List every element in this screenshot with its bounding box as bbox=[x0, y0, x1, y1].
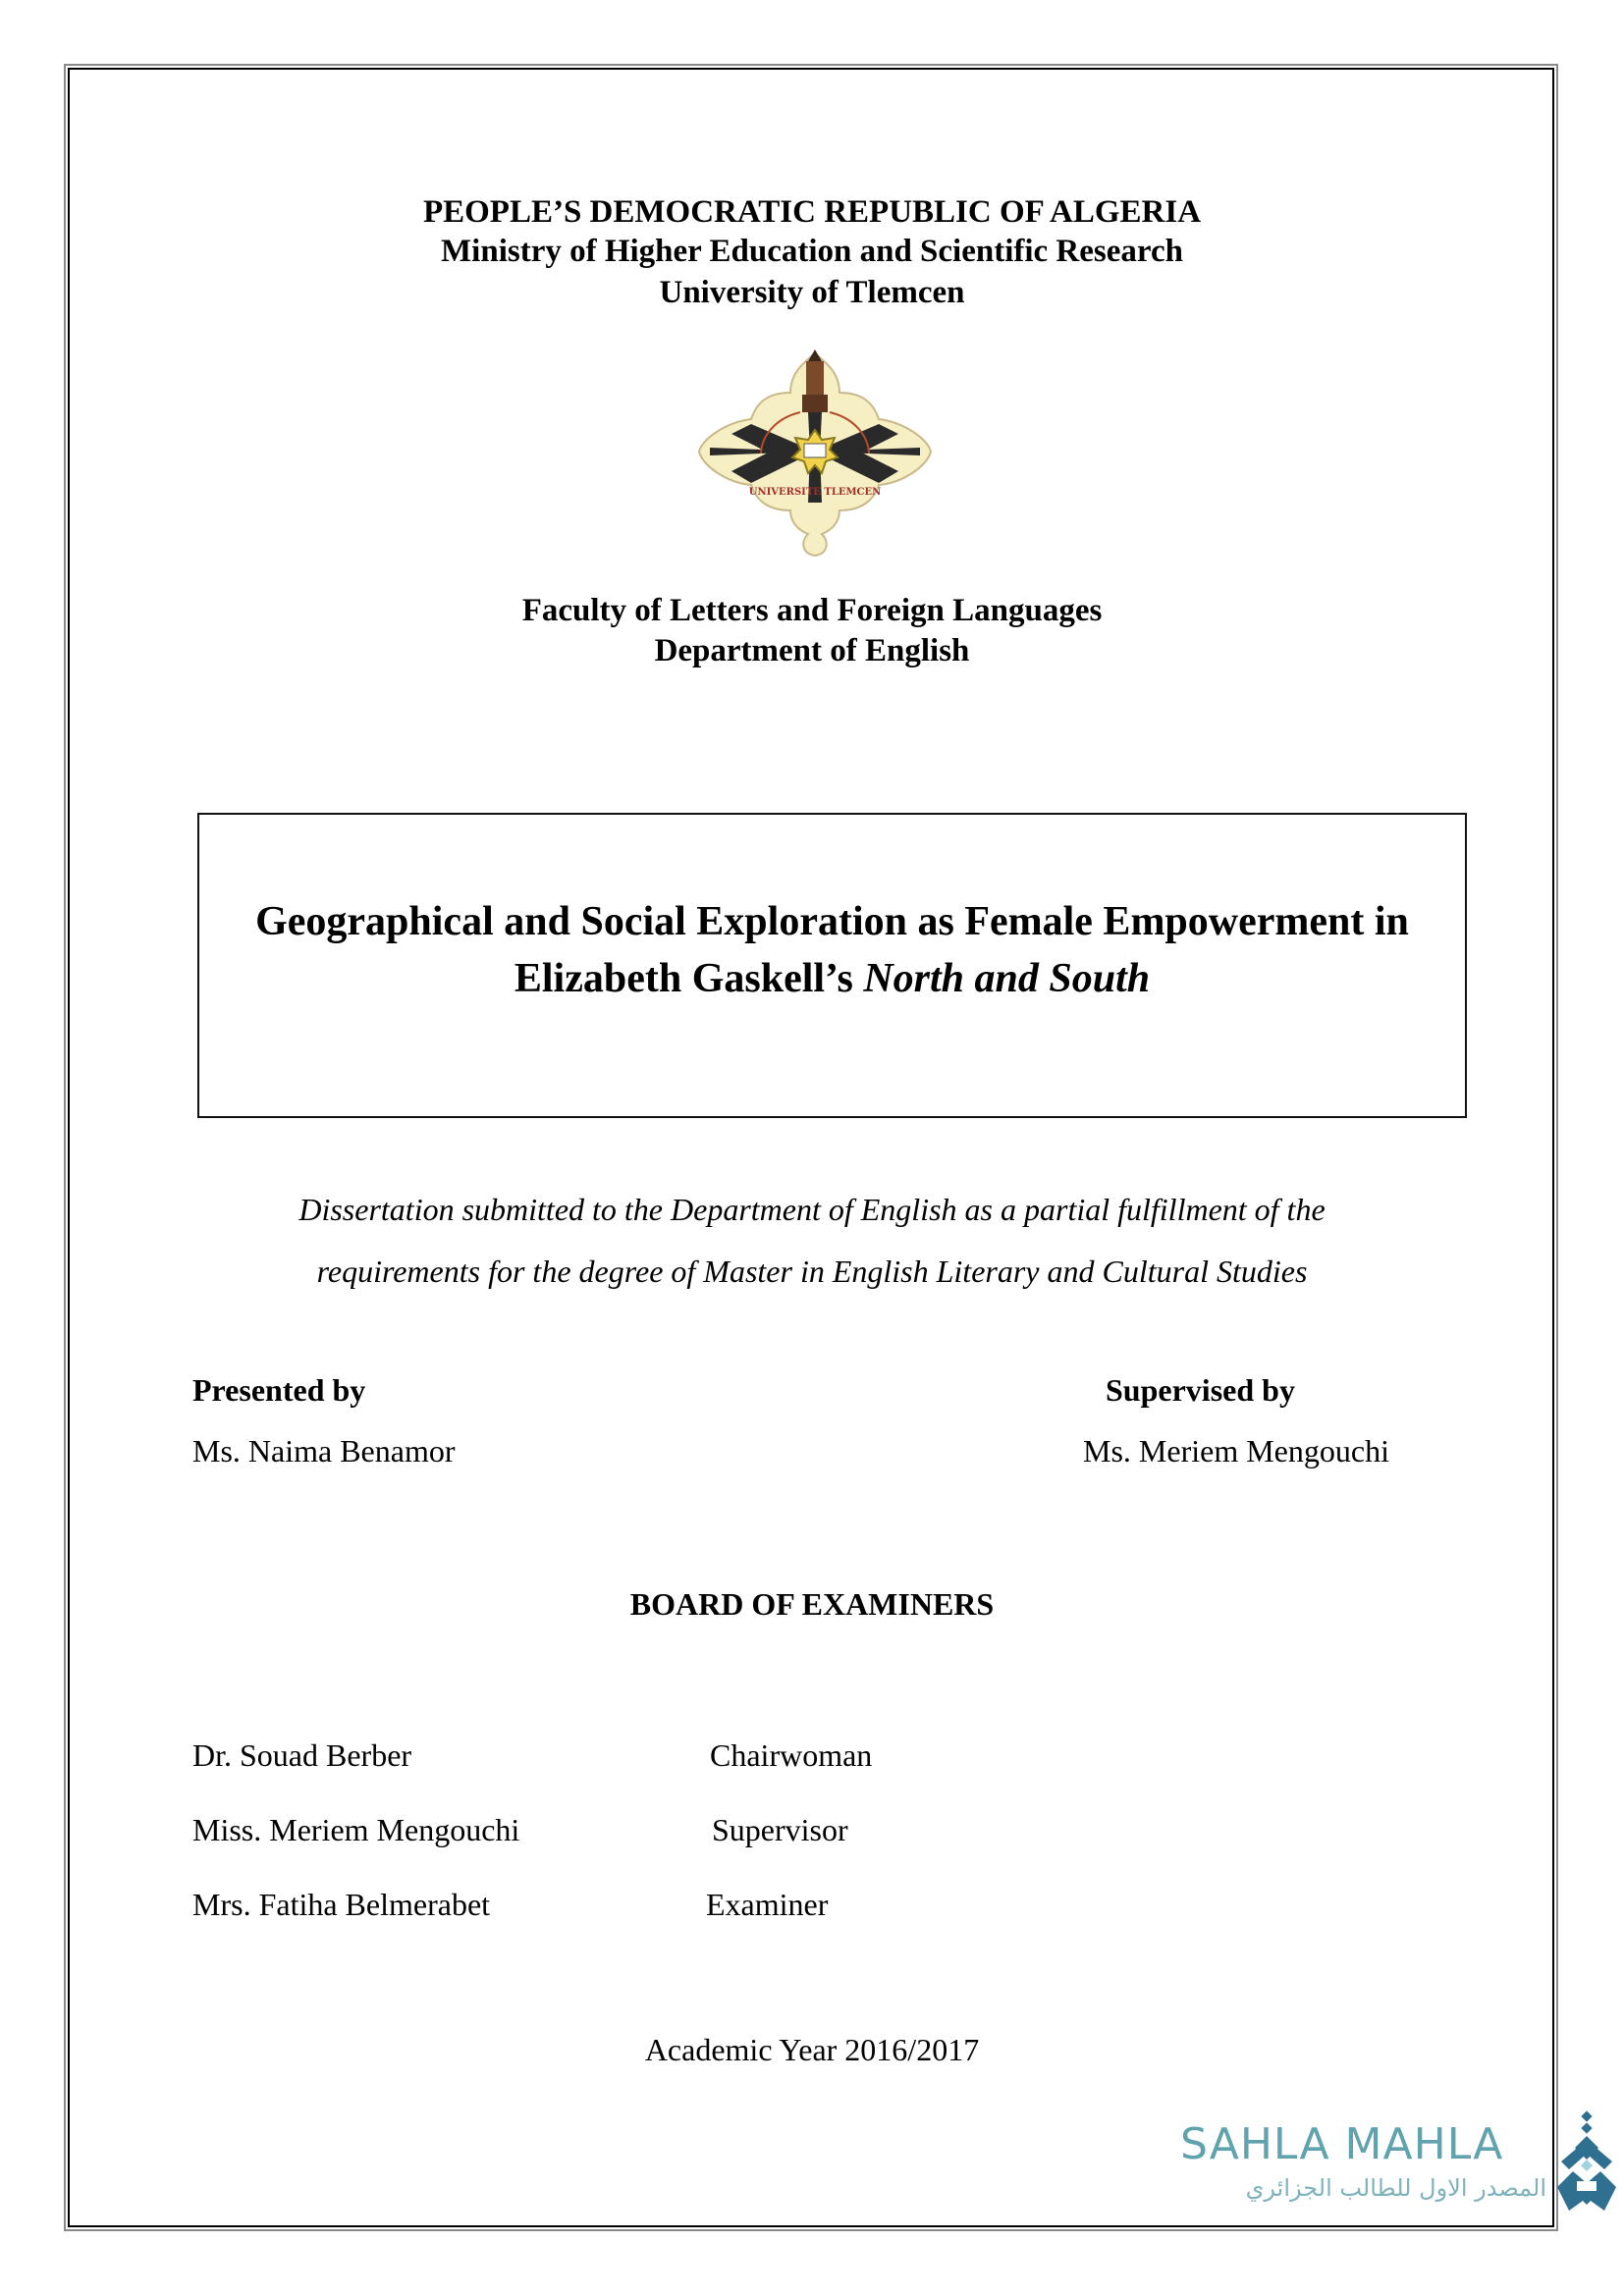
examiner-name: Mrs. Fatiha Belmerabet bbox=[192, 1887, 491, 1922]
dissertation-statement-line1: Dissertation submitted to the Department of English as a partial fulfillment of the bbox=[298, 1192, 1326, 1227]
sahla-mahla-calligraphy-icon bbox=[1553, 2110, 1622, 2218]
faculty-heading: Faculty of Letters and Foreign Languages bbox=[521, 593, 1103, 628]
supervised-by-label: Supervised by bbox=[1106, 1372, 1295, 1408]
country-heading: PEOPLE’S DEMOCRATIC REPUBLIC OF ALGERIA bbox=[422, 194, 1202, 230]
university-tlemcen-emblem-icon bbox=[692, 346, 938, 557]
supervisor-name: Ms. Meriem Mengouchi bbox=[1083, 1433, 1389, 1468]
thesis-title-line2 bbox=[197, 950, 1467, 1007]
examiner-role: Examiner bbox=[706, 1887, 829, 1922]
university-heading: University of Tlemcen bbox=[659, 275, 965, 310]
svg-text:UNIVERSITE TLEMCEN: UNIVERSITE TLEMCEN bbox=[748, 487, 882, 498]
student-name: Ms. Naima Benamor bbox=[192, 1433, 456, 1468]
academic-year: Academic Year 2016/2017 bbox=[644, 2032, 980, 2067]
board-heading: BOARD OF EXAMINERS bbox=[629, 1586, 995, 1622]
examiner-role: Chairwoman bbox=[710, 1737, 873, 1773]
watermark-brand: SAHLA MAHLA bbox=[1180, 2119, 1504, 2169]
thesis-title-line1: Geographical and Social Exploration as Female Empowerment in bbox=[255, 899, 1409, 944]
examiner-name: Miss. Meriem Mengouchi bbox=[192, 1812, 520, 1847]
dissertation-statement-line2: requirements for the degree of Master in English Literary and Cultural Studies bbox=[316, 1254, 1308, 1289]
department-heading: Department of English bbox=[654, 633, 970, 668]
thesis-title-author: Elizabeth Gaskell’s bbox=[514, 956, 864, 1001]
thesis-title-novel: North and South bbox=[863, 956, 1151, 1001]
examiner-role: Supervisor bbox=[712, 1812, 848, 1847]
watermark-tagline: المصدر الاول للطالب الجزائري bbox=[1245, 2174, 1546, 2202]
examiner-name: Dr. Souad Berber bbox=[192, 1737, 412, 1773]
ministry-heading: Ministry of Higher Education and Scientific Research bbox=[441, 234, 1183, 269]
presented-by-label: Presented by bbox=[192, 1372, 366, 1408]
